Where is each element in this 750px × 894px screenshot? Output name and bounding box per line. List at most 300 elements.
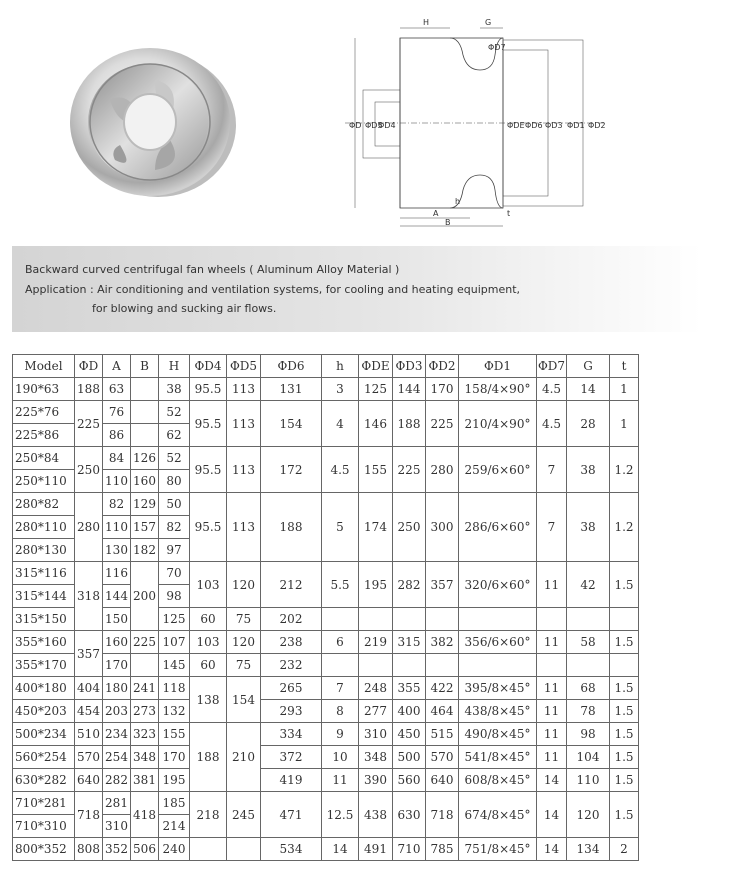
- table-cell: 144: [103, 585, 131, 608]
- table-cell: 674/8×45°: [459, 792, 537, 838]
- table-cell: 352: [103, 838, 131, 861]
- table-cell: [359, 608, 393, 631]
- table-cell: 11: [537, 723, 567, 746]
- table-cell: 38: [567, 447, 610, 493]
- table-cell: 395/8×45°: [459, 677, 537, 700]
- table-cell: 282: [393, 562, 426, 608]
- table-cell: 381: [131, 769, 159, 792]
- model-cell: 315*116: [13, 562, 75, 585]
- table-cell: 6: [322, 631, 359, 654]
- table-cell: 608/8×45°: [459, 769, 537, 792]
- table-cell: 4: [322, 401, 359, 447]
- table-cell: 225: [426, 401, 459, 447]
- table-cell: 214: [159, 815, 190, 838]
- table-cell: 212: [261, 562, 322, 608]
- table-cell: 107: [159, 631, 190, 654]
- table-cell: 250: [75, 447, 103, 493]
- table-cell: 60: [190, 608, 227, 631]
- dim-label-D2: ΦD2: [588, 121, 606, 130]
- column-header: ΦD: [75, 355, 103, 378]
- table-cell: 500: [393, 746, 426, 769]
- table-cell: 372: [261, 746, 322, 769]
- table-cell: 400: [393, 700, 426, 723]
- table-cell: 188: [75, 378, 103, 401]
- table-cell: 172: [261, 447, 322, 493]
- table-cell: 125: [359, 378, 393, 401]
- table-cell: 170: [103, 654, 131, 677]
- model-cell: 355*160: [13, 631, 75, 654]
- table-cell: 78: [567, 700, 610, 723]
- table-cell: 110: [567, 769, 610, 792]
- table-cell: 98: [567, 723, 610, 746]
- table-row: [13, 378, 639, 401]
- table-cell: 110: [103, 470, 131, 493]
- table-cell: 104: [567, 746, 610, 769]
- table-cell: 11: [537, 677, 567, 700]
- table-cell: 154: [261, 401, 322, 447]
- table-row: [13, 493, 639, 516]
- model-cell: 400*180: [13, 677, 75, 700]
- model-cell: 280*130: [13, 539, 75, 562]
- table-row: [13, 631, 639, 654]
- table-cell: 438: [359, 792, 393, 838]
- table-cell: 120: [227, 562, 261, 608]
- table-row: [13, 769, 639, 792]
- table-cell: 225: [131, 631, 159, 654]
- column-header: H: [159, 355, 190, 378]
- table-cell: 150: [103, 608, 131, 631]
- table-cell: 234: [103, 723, 131, 746]
- table-cell: 84: [103, 447, 131, 470]
- table-cell: 1: [610, 401, 639, 447]
- table-cell: 75: [227, 654, 261, 677]
- table-row: [13, 447, 639, 470]
- model-cell: 560*254: [13, 746, 75, 769]
- table-cell: 241: [131, 677, 159, 700]
- dim-label-B: B: [445, 218, 451, 227]
- table-cell: 134: [567, 838, 610, 861]
- table-cell: 560: [393, 769, 426, 792]
- table-cell: 785: [426, 838, 459, 861]
- table-cell: 28: [567, 401, 610, 447]
- table-row: [13, 792, 639, 815]
- table-cell: 155: [159, 723, 190, 746]
- table-cell: 438/8×45°: [459, 700, 537, 723]
- table-cell: 450: [393, 723, 426, 746]
- model-cell: 225*86: [13, 424, 75, 447]
- table-cell: 146: [359, 401, 393, 447]
- table-cell: 491: [359, 838, 393, 861]
- model-cell: 225*76: [13, 401, 75, 424]
- table-cell: 1.5: [610, 562, 639, 608]
- table-cell: 144: [393, 378, 426, 401]
- table-cell: 113: [227, 401, 261, 447]
- dim-label-t: t: [507, 209, 511, 218]
- table-cell: 506: [131, 838, 159, 861]
- table-cell: [567, 654, 610, 677]
- table-cell: 218: [190, 792, 227, 838]
- table-cell: 155: [359, 447, 393, 493]
- model-cell: 710*281: [13, 792, 75, 815]
- table-cell: 318: [75, 562, 103, 631]
- table-cell: 125: [159, 608, 190, 631]
- table-cell: 14: [537, 769, 567, 792]
- table-cell: [322, 608, 359, 631]
- dim-label-D3: ΦD3: [545, 121, 563, 130]
- spec-table: [12, 354, 639, 861]
- table-cell: 11: [322, 769, 359, 792]
- table-cell: 490/8×45°: [459, 723, 537, 746]
- table-cell: 103: [190, 631, 227, 654]
- dim-label-D6: ΦD6: [525, 121, 543, 130]
- table-cell: 356/6×60°: [459, 631, 537, 654]
- column-header: h: [322, 355, 359, 378]
- table-cell: 5: [322, 493, 359, 562]
- table-cell: 248: [359, 677, 393, 700]
- table-cell: 130: [103, 539, 131, 562]
- table-cell: 70: [159, 562, 190, 585]
- table-cell: 1: [610, 378, 639, 401]
- table-cell: 103: [190, 562, 227, 608]
- table-cell: 570: [75, 746, 103, 769]
- table-cell: 4.5: [537, 401, 567, 447]
- column-header: ΦD2: [426, 355, 459, 378]
- table-cell: 630: [393, 792, 426, 838]
- table-cell: 182: [131, 539, 159, 562]
- table-cell: 8: [322, 700, 359, 723]
- table-cell: 471: [261, 792, 322, 838]
- table-cell: 160: [103, 631, 131, 654]
- dim-label-DE: ΦDE: [507, 121, 525, 130]
- table-cell: 95.5: [190, 378, 227, 401]
- table-cell: 95.5: [190, 447, 227, 493]
- table-cell: 14: [537, 792, 567, 838]
- table-cell: 113: [227, 447, 261, 493]
- column-header: Model: [13, 355, 75, 378]
- column-header: G: [567, 355, 610, 378]
- table-cell: 7: [537, 493, 567, 562]
- table-cell: [393, 654, 426, 677]
- table-row: [13, 838, 639, 861]
- model-cell: 630*282: [13, 769, 75, 792]
- table-cell: [537, 608, 567, 631]
- table-cell: 170: [426, 378, 459, 401]
- table-cell: 38: [567, 493, 610, 562]
- table-cell: 300: [426, 493, 459, 562]
- table-cell: 14: [567, 378, 610, 401]
- table-cell: 116: [103, 562, 131, 585]
- table-cell: 254: [103, 746, 131, 769]
- table-row: [13, 746, 639, 769]
- dim-label-h: h: [455, 197, 461, 206]
- table-cell: 158/4×90°: [459, 378, 537, 401]
- table-row: [13, 700, 639, 723]
- table-cell: 210/4×90°: [459, 401, 537, 447]
- table-cell: 120: [567, 792, 610, 838]
- table-cell: 38: [159, 378, 190, 401]
- table-row: [13, 723, 639, 746]
- table-cell: 419: [261, 769, 322, 792]
- table-cell: 11: [537, 562, 567, 608]
- table-cell: 154: [227, 677, 261, 723]
- table-cell: 259/6×60°: [459, 447, 537, 493]
- table-cell: 404: [75, 677, 103, 700]
- table-cell: 95.5: [190, 493, 227, 562]
- table-cell: 232: [261, 654, 322, 677]
- table-cell: 320/6×60°: [459, 562, 537, 608]
- table-cell: 1.5: [610, 723, 639, 746]
- table-cell: 225: [393, 447, 426, 493]
- table-cell: 357: [426, 562, 459, 608]
- dim-label-D: ΦD: [349, 121, 362, 130]
- table-cell: 751/8×45°: [459, 838, 537, 861]
- table-cell: [459, 654, 537, 677]
- table-cell: 14: [537, 838, 567, 861]
- dim-label-A: A: [433, 209, 439, 218]
- table-cell: 718: [75, 792, 103, 838]
- table-cell: 534: [261, 838, 322, 861]
- table-cell: 7: [322, 677, 359, 700]
- table-cell: 195: [359, 562, 393, 608]
- column-header: t: [610, 355, 639, 378]
- table-cell: 68: [567, 677, 610, 700]
- table-cell: 98: [159, 585, 190, 608]
- table-cell: 225: [75, 401, 103, 447]
- fan-wheel-photo: [60, 30, 240, 210]
- table-cell: 7: [537, 447, 567, 493]
- table-row: [13, 562, 639, 585]
- table-cell: 14: [322, 838, 359, 861]
- dim-label-D5: ΦD5: [365, 121, 383, 130]
- table-cell: 113: [227, 378, 261, 401]
- table-cell: 95.5: [190, 401, 227, 447]
- table-cell: 188: [190, 723, 227, 792]
- application-text-continued: for blowing and sucking air flows.: [92, 302, 277, 315]
- table-cell: 80: [159, 470, 190, 493]
- table-cell: 382: [426, 631, 459, 654]
- table-cell: 185: [159, 792, 190, 815]
- table-cell: 357: [75, 631, 103, 677]
- table-cell: 334: [261, 723, 322, 746]
- table-cell: 113: [227, 493, 261, 562]
- table-cell: 1.5: [610, 631, 639, 654]
- table-cell: 50: [159, 493, 190, 516]
- table-row: [13, 608, 639, 631]
- table-cell: 12.5: [322, 792, 359, 838]
- model-cell: 500*234: [13, 723, 75, 746]
- table-cell: 315: [393, 631, 426, 654]
- table-cell: 355: [393, 677, 426, 700]
- table-cell: [190, 838, 227, 861]
- table-cell: 126: [131, 447, 159, 470]
- model-cell: 355*170: [13, 654, 75, 677]
- table-cell: 3: [322, 378, 359, 401]
- table-cell: 245: [227, 792, 261, 838]
- table-cell: [227, 838, 261, 861]
- table-cell: 281: [103, 792, 131, 815]
- model-cell: 315*144: [13, 585, 75, 608]
- table-cell: 250: [393, 493, 426, 562]
- table-cell: 418: [131, 792, 159, 838]
- table-cell: 174: [359, 493, 393, 562]
- table-cell: 200: [131, 562, 159, 631]
- table-cell: 710: [393, 838, 426, 861]
- table-cell: 52: [159, 401, 190, 424]
- column-header: ΦD6: [261, 355, 322, 378]
- application-text: Application : Air conditioning and ventilation systems, for cooling and heating equipment,: [25, 283, 520, 296]
- table-cell: 454: [75, 700, 103, 723]
- table-cell: 293: [261, 700, 322, 723]
- table-cell: 1.5: [610, 677, 639, 700]
- table-cell: 323: [131, 723, 159, 746]
- column-header: A: [103, 355, 131, 378]
- table-cell: 63: [103, 378, 131, 401]
- table-cell: 75: [227, 608, 261, 631]
- dim-label-D7: ΦD7: [488, 43, 506, 52]
- table-cell: 277: [359, 700, 393, 723]
- table-cell: 238: [261, 631, 322, 654]
- model-cell: 250*110: [13, 470, 75, 493]
- table-cell: 11: [537, 746, 567, 769]
- table-cell: 195: [159, 769, 190, 792]
- table-cell: 265: [261, 677, 322, 700]
- table-cell: 145: [159, 654, 190, 677]
- table-cell: 5.5: [322, 562, 359, 608]
- table-cell: 1.2: [610, 447, 639, 493]
- table-cell: [131, 401, 159, 424]
- table-cell: 203: [103, 700, 131, 723]
- table-cell: 120: [227, 631, 261, 654]
- table-cell: 640: [75, 769, 103, 792]
- column-header: ΦD1: [459, 355, 537, 378]
- dim-label-D1: ΦD1: [567, 121, 585, 130]
- table-cell: 138: [190, 677, 227, 723]
- table-cell: 82: [103, 493, 131, 516]
- table-cell: 11: [537, 631, 567, 654]
- table-cell: 132: [159, 700, 190, 723]
- column-header: ΦDE: [359, 355, 393, 378]
- model-cell: 280*110: [13, 516, 75, 539]
- table-cell: 541/8×45°: [459, 746, 537, 769]
- table-cell: 808: [75, 838, 103, 861]
- table-cell: 280: [75, 493, 103, 562]
- table-cell: 273: [131, 700, 159, 723]
- table-header-row: [13, 355, 639, 378]
- table-cell: [131, 654, 159, 677]
- table-cell: 52: [159, 447, 190, 470]
- dim-label-G: G: [485, 18, 492, 27]
- model-cell: 250*84: [13, 447, 75, 470]
- product-description: Backward curved centrifugal fan wheels ( Aluminum Alloy Material ): [25, 263, 400, 276]
- table-cell: 76: [103, 401, 131, 424]
- model-cell: 450*203: [13, 700, 75, 723]
- table-cell: 1.2: [610, 493, 639, 562]
- table-row: [13, 654, 639, 677]
- table-cell: 718: [426, 792, 459, 838]
- column-header: ΦD4: [190, 355, 227, 378]
- model-cell: 800*352: [13, 838, 75, 861]
- table-cell: [393, 608, 426, 631]
- table-cell: 188: [393, 401, 426, 447]
- table-cell: 42: [567, 562, 610, 608]
- table-cell: 10: [322, 746, 359, 769]
- column-header: ΦD7: [537, 355, 567, 378]
- table-cell: [537, 654, 567, 677]
- table-cell: [426, 654, 459, 677]
- table-cell: 86: [103, 424, 131, 447]
- table-cell: 240: [159, 838, 190, 861]
- column-header: B: [131, 355, 159, 378]
- table-cell: [610, 654, 639, 677]
- table-cell: 202: [261, 608, 322, 631]
- table-cell: 157: [131, 516, 159, 539]
- table-cell: 310: [103, 815, 131, 838]
- table-cell: 310: [359, 723, 393, 746]
- model-cell: 710*310: [13, 815, 75, 838]
- table-cell: 570: [426, 746, 459, 769]
- table-cell: 390: [359, 769, 393, 792]
- dimension-drawing: [345, 10, 615, 232]
- table-cell: 515: [426, 723, 459, 746]
- table-cell: 210: [227, 723, 261, 792]
- dim-label-D4: ΦD4: [378, 121, 396, 130]
- table-cell: 510: [75, 723, 103, 746]
- table-cell: [359, 654, 393, 677]
- model-cell: 280*82: [13, 493, 75, 516]
- table-cell: 62: [159, 424, 190, 447]
- column-header: ΦD3: [393, 355, 426, 378]
- table-cell: 110: [103, 516, 131, 539]
- table-cell: 1.5: [610, 769, 639, 792]
- table-cell: 464: [426, 700, 459, 723]
- table-cell: 170: [159, 746, 190, 769]
- table-cell: 58: [567, 631, 610, 654]
- table-cell: 9: [322, 723, 359, 746]
- table-cell: 286/6×60°: [459, 493, 537, 562]
- table-cell: 97: [159, 539, 190, 562]
- table-cell: 1.5: [610, 746, 639, 769]
- table-cell: 129: [131, 493, 159, 516]
- table-cell: [610, 608, 639, 631]
- table-cell: 82: [159, 516, 190, 539]
- table-cell: 640: [426, 769, 459, 792]
- table-cell: 160: [131, 470, 159, 493]
- table-cell: 282: [103, 769, 131, 792]
- table-cell: 188: [261, 493, 322, 562]
- table-cell: 4.5: [537, 378, 567, 401]
- table-cell: 60: [190, 654, 227, 677]
- table-cell: [131, 424, 159, 447]
- table-cell: 11: [537, 700, 567, 723]
- description-banner: [12, 246, 702, 332]
- table-cell: 219: [359, 631, 393, 654]
- table-cell: 1.5: [610, 792, 639, 838]
- table-cell: [459, 608, 537, 631]
- table-cell: [131, 378, 159, 401]
- table-cell: 2: [610, 838, 639, 861]
- table-cell: 348: [131, 746, 159, 769]
- table-cell: 180: [103, 677, 131, 700]
- table-cell: [567, 608, 610, 631]
- table-cell: [322, 654, 359, 677]
- model-cell: 190*63: [13, 378, 75, 401]
- table-cell: 118: [159, 677, 190, 700]
- table-cell: 348: [359, 746, 393, 769]
- model-cell: 315*150: [13, 608, 75, 631]
- column-header: ΦD5: [227, 355, 261, 378]
- table-cell: 4.5: [322, 447, 359, 493]
- table-row: [13, 401, 639, 424]
